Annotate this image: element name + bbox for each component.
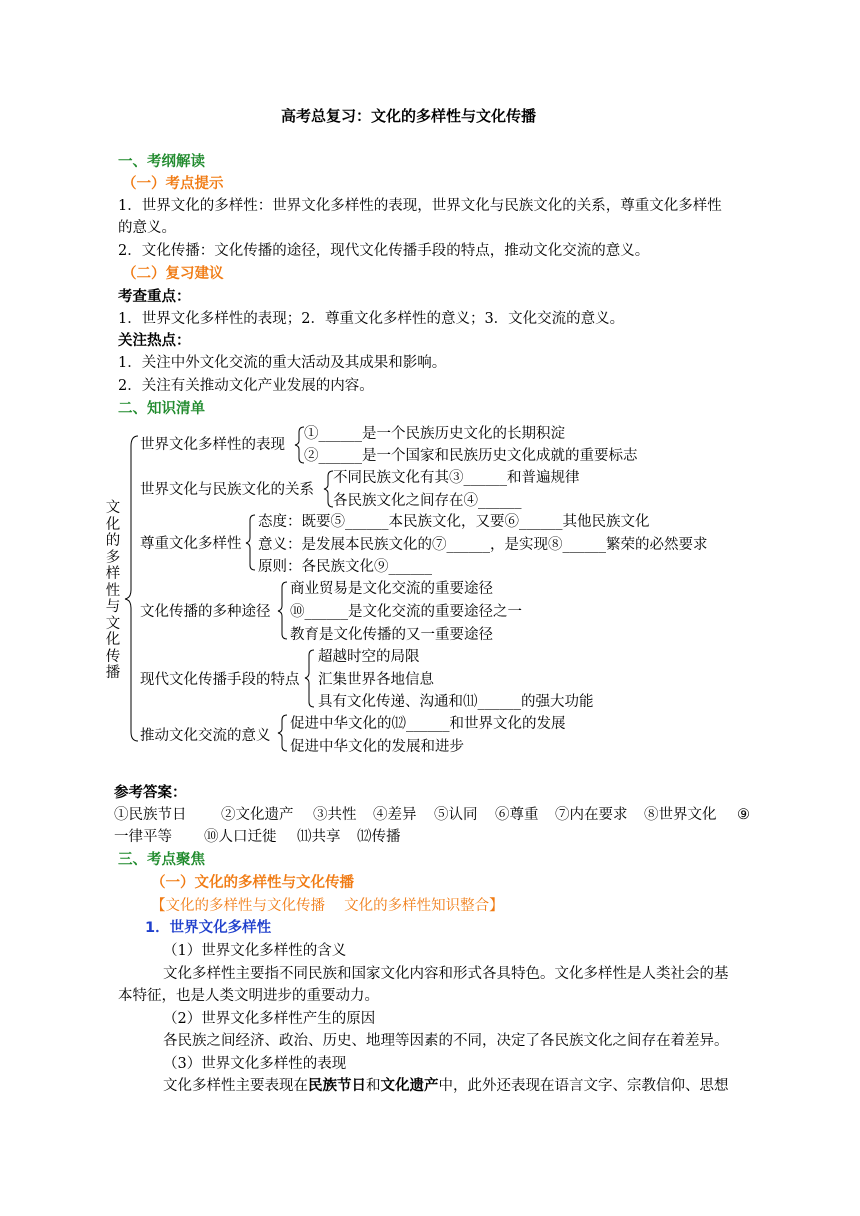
q3-text-mid: 和 <box>366 1078 381 1094</box>
tree-group-2-item-a: 不同民族文化有其③______和普遍规律 <box>333 470 580 486</box>
hot-item-2: 2．关注有关推动文化产业发展的内容。 <box>118 378 374 394</box>
focus-text: 1．世界文化多样性的表现；2．尊重文化多样性的意义；3．文化交流的意义。 <box>118 311 625 327</box>
paragraph-1a: 1．世界文化的多样性：世界文化多样性的表现，世界文化与民族文化的关系，尊重文化多样性 <box>118 198 722 214</box>
tree-root-label: 文化的多样性与文化传播 <box>105 500 121 681</box>
tree-group-4-item-b: ⑩______是文化交流的重要途径之一 <box>290 604 522 620</box>
q3-heading: （3）世界文化多样性的表现 <box>163 1056 347 1072</box>
tree-group-5-item-c: 具有文化传递、沟通和⑾______的强大功能 <box>318 694 594 710</box>
q1-heading: （1）世界文化多样性的含义 <box>163 943 347 959</box>
answer-item: ⑨ <box>737 807 750 823</box>
tree-group-3-item-a: 态度：既要⑤______本民族文化，又要⑥______其他民族文化 <box>258 514 650 530</box>
tree-group-1-item-a: ①______是一个民族历史文化的长期积淀 <box>304 426 565 442</box>
tree-group-2-label: 世界文化与民族文化的关系 <box>140 482 314 498</box>
brace-group-5 <box>305 650 314 707</box>
focus-label: 考查重点： <box>118 289 191 305</box>
answer-item: ⑿传播 <box>357 829 401 845</box>
q2-heading: （2）世界文化多样性产生的原因 <box>163 1011 376 1027</box>
hot-label: 关注热点： <box>118 333 191 349</box>
tree-group-4-label: 文化传播的多种途径 <box>140 604 271 620</box>
answer-item: 一律平等 <box>114 829 172 845</box>
tree-group-3-item-c: 原则：各民族文化⑨______ <box>258 559 432 575</box>
tree-group-5-label: 现代文化传播手段的特点 <box>140 672 300 688</box>
tree-group-5-item-a: 超越时空的局限 <box>318 649 420 665</box>
root-brace <box>125 436 138 741</box>
tree-group-2-item-b: 各民族文化之间存在④______ <box>333 493 522 509</box>
paragraph-2: 2．文化传播：文化传播的途径，现代文化传播手段的特点，推动文化交流的意义。 <box>118 243 650 259</box>
answer-item: ⑩人口迁徙 <box>204 829 277 845</box>
q3-text-pre: 文化多样性主要表现在 <box>163 1078 308 1094</box>
answer-item: ⑦内在要求 <box>555 807 628 823</box>
subsection-1-1-heading: （一）考点提示 <box>122 176 224 192</box>
tree-group-6-item-a: 促进中华文化的⑿______和世界文化的发展 <box>290 716 566 732</box>
hot-item-1: 1．关注中外文化交流的重大活动及其成果和影响。 <box>118 355 447 371</box>
q3-keyword-1: 民族节日 <box>308 1078 366 1094</box>
section-3-heading: 三、考点聚焦 <box>118 852 205 868</box>
tree-group-3-label: 尊重文化多样性 <box>140 536 242 552</box>
tree-group-6-label: 推动文化交流的意义 <box>140 728 271 744</box>
answer-item: ①民族节日 <box>114 807 187 823</box>
section-2-heading: 二、知识清单 <box>118 401 205 417</box>
answer-item: ⑥尊重 <box>495 807 539 823</box>
answer-item: ②文化遗产 <box>221 807 294 823</box>
answer-item: ⑾共享 <box>297 829 341 845</box>
tree-group-4-item-a: 商业贸易是文化交流的重要途径 <box>290 581 493 597</box>
subsection-1-2-heading: （二）复习建议 <box>122 266 224 282</box>
brace-group-4 <box>278 582 287 639</box>
paragraph-1b: 的意义。 <box>118 220 176 236</box>
answer-item: ④差异 <box>373 807 417 823</box>
brace-group-6 <box>278 715 287 751</box>
tree-group-6-item-b: 促进中华文化的发展和进步 <box>290 739 464 755</box>
page-title: 高考总复习：文化的多样性与文化传播 <box>281 107 537 125</box>
brace-group-1 <box>295 427 304 463</box>
q2-text: 各民族之间经济、政治、历史、地理等因素的不同，决定了各民族文化之间存在着差异。 <box>163 1033 729 1049</box>
answer-item: ③共性 <box>313 807 357 823</box>
item-1-heading: 1．世界文化多样性 <box>145 920 272 936</box>
section-1-heading: 一、考纲解读 <box>118 154 205 170</box>
brace-group-2 <box>324 471 333 507</box>
subsection-3-1-heading: （一）文化的多样性与文化传播 <box>151 875 354 891</box>
tree-group-1-item-b: ②______是一个国家和民族历史文化成就的重要标志 <box>304 448 638 464</box>
tree-group-4-item-c: 教育是文化传播的又一重要途径 <box>290 627 493 643</box>
q1-text-a: 文化多样性主要指不同民族和国家文化内容和形式各具特色。文化多样性是人类社会的基 <box>163 966 729 982</box>
q3-text-post: 中，此外还表现在语言文字、宗教信仰、思想 <box>438 1078 729 1094</box>
tree-group-1-label: 世界文化多样性的表现 <box>140 437 285 453</box>
answer-item: ⑤认同 <box>434 807 478 823</box>
q1-text-b: 本特征，也是人类文明进步的重要动力。 <box>118 988 379 1004</box>
tree-group-3-item-b: 意义：是发展本民族文化的⑦______，是实现⑧______繁荣的必然要求 <box>258 537 708 553</box>
knowledge-links[interactable]: 【文化的多样性与文化传播 文化的多样性知识整合】 <box>151 898 504 914</box>
brace-group-3 <box>246 515 255 570</box>
q3-keyword-2: 文化遗产 <box>380 1078 439 1094</box>
answers-label: 参考答案： <box>114 785 187 801</box>
q3-text <box>163 1076 729 1096</box>
answer-item: ⑧世界文化 <box>644 807 717 823</box>
tree-group-5-item-b: 汇集世界各地信息 <box>318 672 434 688</box>
